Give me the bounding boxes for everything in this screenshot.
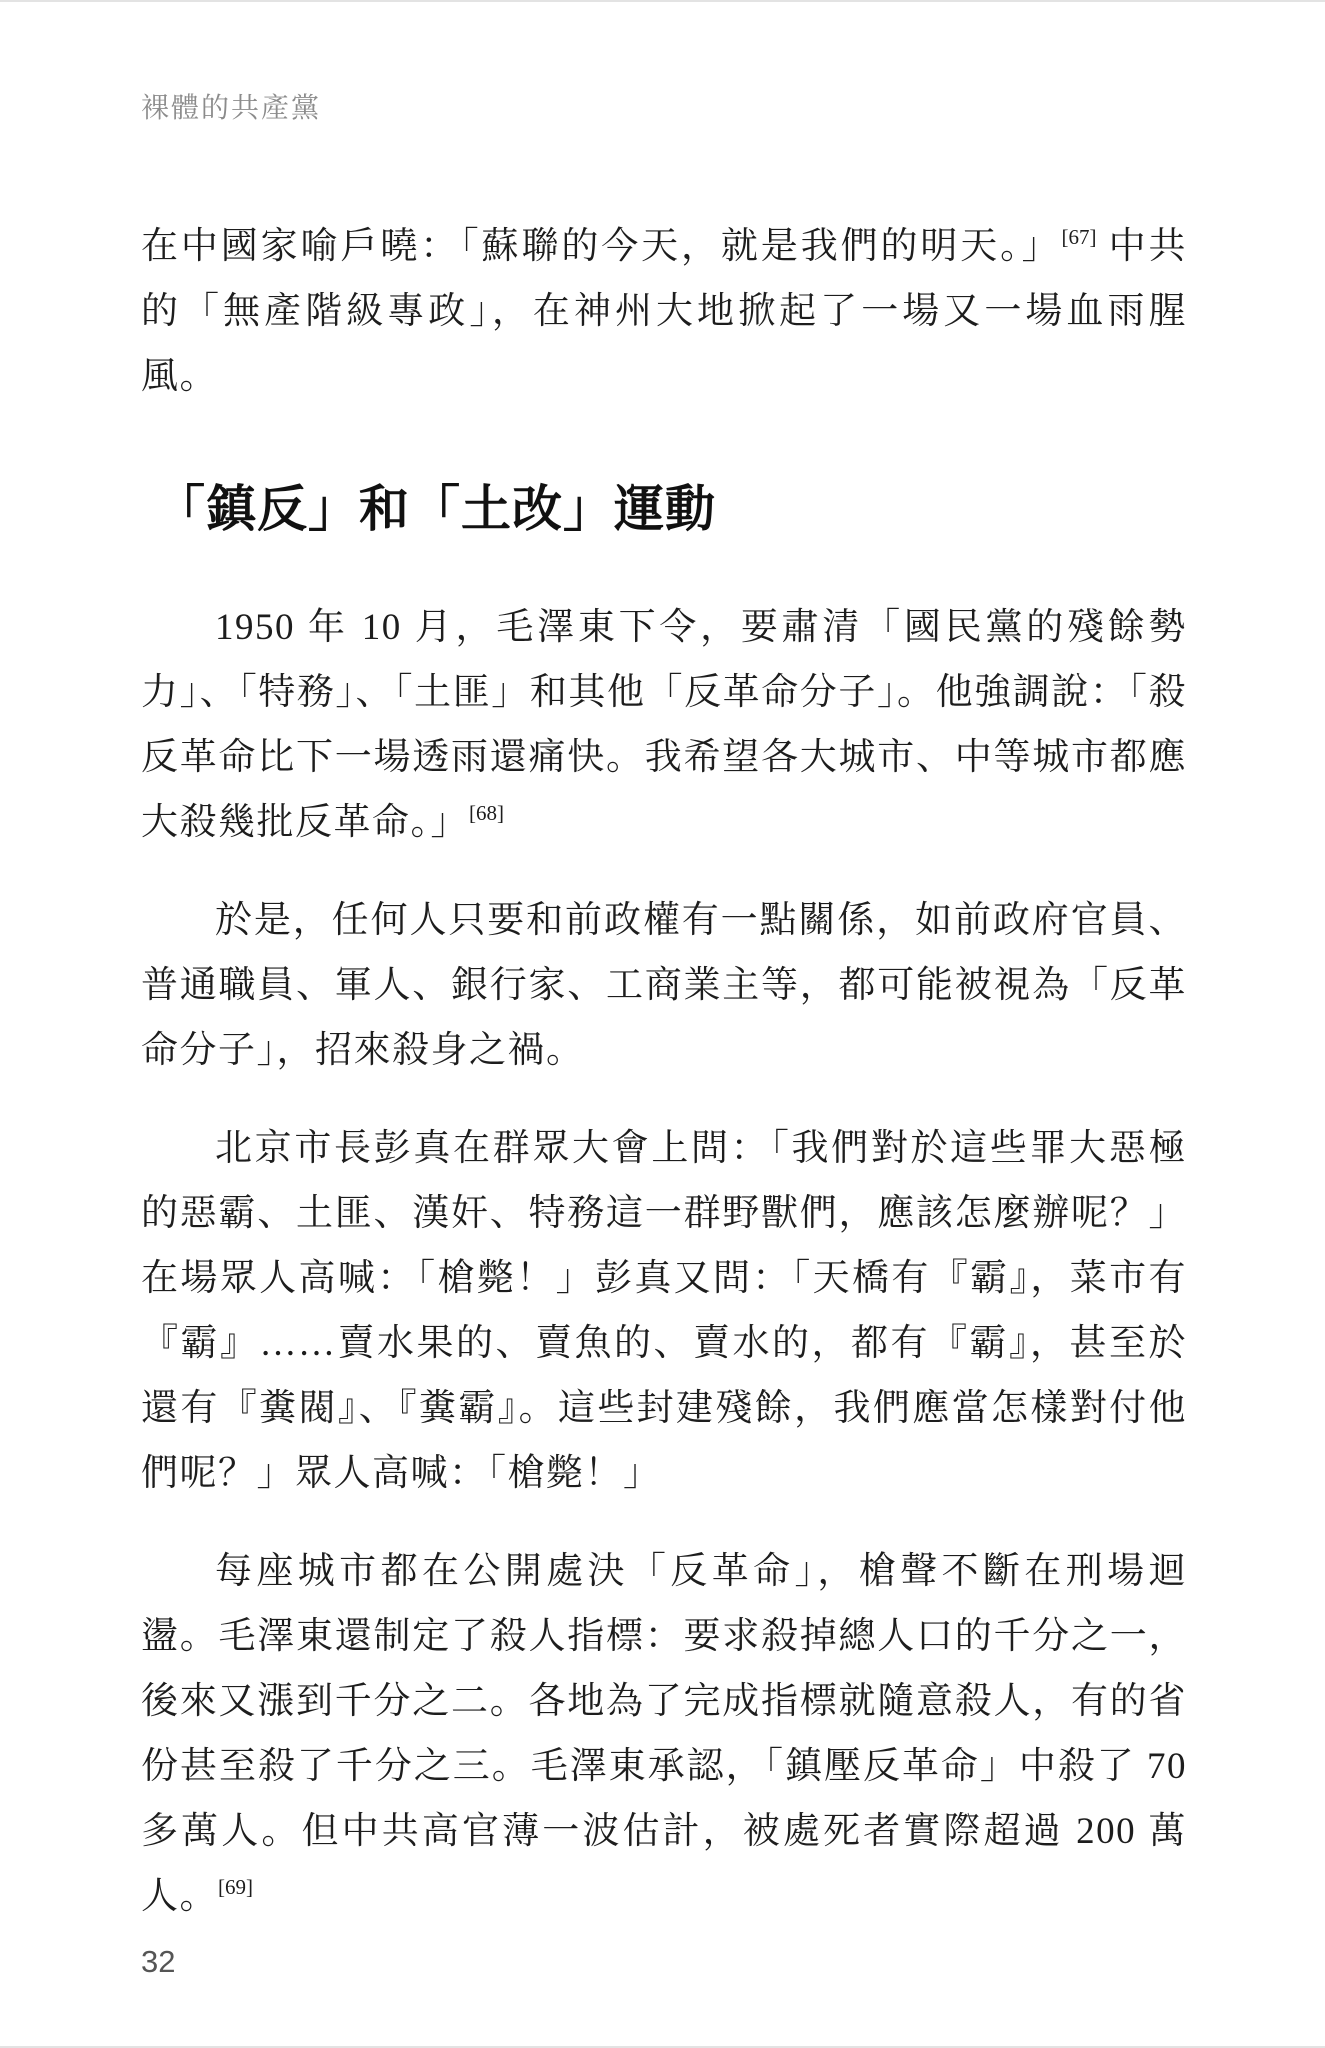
paragraph-text: 於是，任何人只要和前政權有一點關係，如前政府官員、普通職員、軍人、銀行家、工商業主等，都可能被視為「反革命分子」，招來殺身之禍。 (141, 900, 1187, 1071)
paragraph (141, 214, 1187, 409)
intro-paragraph-container (141, 214, 1187, 409)
paragraph (141, 888, 1187, 1083)
paragraph-text: 在中國家喻戶曉：「蘇聯的今天，就是我們的明天。」 (141, 226, 1062, 267)
footnote-ref: [69] (218, 1875, 253, 1899)
article-body (141, 595, 1187, 1929)
paragraph (141, 595, 1187, 855)
paragraph (141, 1116, 1187, 1506)
running-header: 裸體的共產黨 (141, 92, 322, 123)
page-content (141, 214, 1187, 1962)
paragraph (141, 1539, 1187, 1929)
page-number: 32 (141, 1944, 176, 1979)
paragraph-text: 1950 年 10 月，毛澤東下令，要肅清「國民黨的殘餘勢力」、「特務」、「土匪」和其他「反革命分子」。他強調說：「殺反革命比下一場透雨還痛快。我希望各大城市、中等城市都應大殺幾批反革命。」 (141, 607, 1187, 843)
paragraph-text: 每座城市都在公開處決「反革命」，槍聲不斷在刑場迴盪。毛澤東還制定了殺人指標：要求殺掉總人口的千分之一，後來又漲到千分之二。各地為了完成指標就隨意殺人，有的省份甚至殺了千分之三。毛澤東承認，「鎮壓反革命」中殺了 70 多萬人。但中共高官薄一波估計，被處死者實際超過 200 萬人。 (141, 1551, 1187, 1917)
footnote-ref: [67] (1061, 225, 1097, 249)
paragraph-text: 北京市長彭真在群眾大會上問：「我們對於這些罪大惡極的惡霸、土匪、漢奸、特務這一群野獸們，應該怎麼辦呢？」在場眾人高喊：「槍斃！」彭真又問：「天橋有『霸』，菜市有『霸』……賣水果的、賣魚的、賣水的，都有『霸』，甚至於還有『糞閥』、『糞霸』。這些封建殘餘，我們應當怎樣對付他們呢？」眾人高喊：「槍斃！」 (141, 1128, 1187, 1494)
paragraph-text: 中共的「無產階級專政」，在神州大地掀起了一場又一場血雨腥風。 (141, 226, 1188, 397)
section-heading: 「鎮反」和「土改」運動 (155, 481, 716, 537)
footnote-ref: [68] (469, 801, 504, 825)
